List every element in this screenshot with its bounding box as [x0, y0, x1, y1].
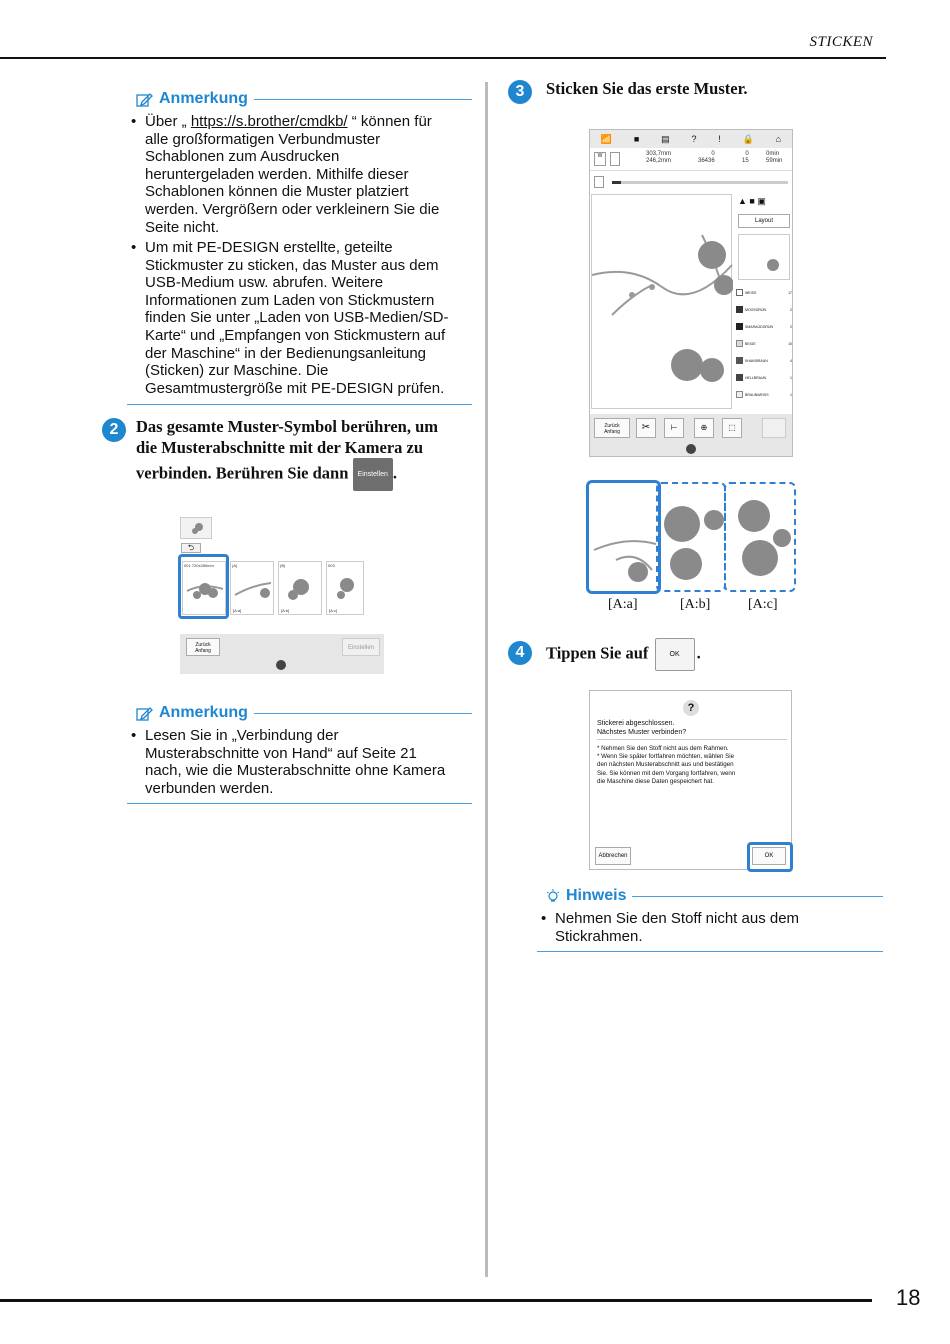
home-icon[interactable]: ⌂ — [775, 134, 782, 144]
step-3-text: Sticken Sie das erste Muster. — [546, 79, 748, 98]
step-2-text: Das gesamte Muster-Symbol berühren, um die Musterabschnitte mit der Kamera zu verbinden. Berühren Sie dann Einstellen . — [136, 416, 476, 491]
settings-icon[interactable]: ! — [718, 134, 721, 144]
thumbnail-full-pattern[interactable]: 001 720x280mm — [182, 561, 226, 615]
hint-end-rule — [537, 951, 883, 952]
section-b-outline — [656, 482, 726, 592]
scissors-icon[interactable]: ✂ — [636, 418, 656, 438]
info-bar: W 303,7mm 246,2mm 0 36436 0 15 0min 59min — [590, 149, 792, 171]
lightbulb-icon — [546, 889, 560, 904]
cancel-button[interactable]: Abbrechen — [595, 847, 631, 865]
color-list — [736, 284, 792, 403]
embroidery-screen-screenshot — [589, 129, 793, 457]
header-rule — [0, 57, 886, 59]
note-end-rule — [127, 404, 472, 405]
pencil-note-icon — [136, 92, 153, 107]
caption-a: [A:a] — [608, 597, 638, 612]
stitch-jump-icon[interactable]: ⊢ — [664, 418, 684, 438]
section-c-outline — [724, 482, 796, 592]
pattern-icon-small[interactable] — [180, 517, 212, 539]
rotate-icons[interactable]: ▲ ■ ▣ — [738, 196, 766, 206]
home-dot-icon[interactable] — [276, 660, 286, 670]
thumbnail-c[interactable]: 003 [A:c] — [326, 561, 364, 615]
running-header: STICKEN — [809, 34, 873, 50]
note-heading-2 — [136, 704, 472, 722]
zurueck-anfang-button[interactable]: Zurück Anfang — [594, 418, 630, 438]
presser-foot-icon: W — [594, 152, 606, 166]
top-icon-bar — [590, 130, 792, 148]
ok-button-icon: OK — [655, 638, 695, 671]
note-bullet-2: • Um mit PE-DESIGN erstellte, geteilte Stickmuster zu sticken, das Muster aus dem USB-Medium usw. abrufen. Weitere Informationen zum Laden von Stickmustern finden Sie unter „Laden von USB-Medien/SD- Karte“ und „Empfangen von Stickmustern auf der Maschine“ in der Bedienungsanleitung (Sticken) zur Maschine. Die Gesamtmustergröße mit PE-DESIGN prüfen. — [131, 239, 449, 397]
right-panel — [736, 194, 792, 412]
color-row[interactable]: KHAKIBRAUN 4 — [736, 352, 792, 369]
step-2-badge: 2 — [102, 418, 126, 442]
color-row[interactable]: BRAUNWEISS 1 — [736, 386, 792, 403]
hint-bullet: • Nehmen Sie den Stoff nicht aus dem Stickrahmen. — [541, 910, 800, 945]
pattern-canvas[interactable] — [591, 194, 732, 409]
color-swatch — [736, 340, 743, 347]
note-title: Anmerkung — [159, 704, 248, 721]
wifi-icon[interactable]: 📶 — [600, 133, 613, 144]
color-row[interactable]: HELLBRAUN 1 — [736, 369, 792, 386]
color-swatch — [736, 357, 743, 364]
dialog-message: Stickerei abgeschlossen. Nächstes Muster verbinden? — [597, 720, 687, 736]
note-heading — [136, 90, 472, 108]
note-bullet-1: • Über „ https://s.brother/cmdkb/ “ können für alle großformatigen Verbundmuster Schablonen zum Ausdrucken heruntergeladen werden. Mithilfe dieser Schablonen können die Muster platziert werden. Vergrößern oder verkleinern Sie die Seite nicht. — [131, 113, 440, 236]
dialog-details: * Nehmen Sie den Stoff nicht aus dem Rahmen. * Wenn Sie später fortfahren möchten, wählen Sie den nächsten Musterabschnitt aus und bestätigen Sie. Sie können mit dem Vorgang fortfahren, wenn die Maschine diese Daten gespeichert hat. — [597, 745, 736, 785]
frame-shape-icon[interactable] — [762, 418, 786, 438]
pattern-sections-illustration — [586, 480, 798, 594]
color-row[interactable]: BEIGE 10 — [736, 335, 792, 352]
einstellen-button[interactable]: Einstellen — [342, 638, 380, 656]
progress-track[interactable] — [612, 181, 788, 184]
selection-highlight — [178, 554, 229, 619]
hint-title: Hinweis — [566, 887, 627, 904]
layout-button[interactable]: Layout — [738, 214, 790, 228]
color-swatch — [736, 374, 743, 381]
note-2-bullet: • Lesen Sie in „Verbindung der Musterabschnitte von Hand“ auf Seite 21 nach, wie die Musterabschnitte ohne Kamera verbunden werden. — [131, 727, 446, 797]
back-arrow-icon[interactable]: ⮌ — [181, 543, 201, 553]
step-3-badge: 3 — [508, 80, 532, 104]
einstellen-button-icon: Einstellen — [353, 458, 393, 491]
ok-highlight — [747, 842, 793, 872]
color-row[interactable]: WEISS 17 — [736, 284, 792, 301]
trial-icon[interactable]: ⬚ — [722, 418, 742, 438]
footer-rule — [0, 1299, 872, 1302]
home-dot-icon[interactable] — [686, 444, 696, 454]
ok-button[interactable]: OK — [752, 847, 786, 865]
step-4-badge: 4 — [508, 641, 532, 665]
note-title: Anmerkung — [159, 90, 248, 107]
stitch-icon — [594, 176, 604, 188]
document-icon[interactable]: ▤ — [661, 133, 670, 144]
hint-heading — [546, 887, 883, 905]
bottom-toolbar — [590, 414, 792, 456]
color-swatch — [736, 323, 743, 330]
step-4-text: Tippen Sie auf OK . — [546, 638, 876, 671]
column-divider — [485, 82, 488, 1277]
caption-c: [A:c] — [748, 597, 778, 612]
page-number: 18 — [896, 1285, 921, 1310]
move-icon[interactable]: ⊕ — [694, 418, 714, 438]
template-link[interactable]: https://s.brother/cmdkb/ — [190, 113, 348, 130]
frame-icon — [610, 152, 620, 166]
thumbnail-b[interactable]: (B) [A:b] — [278, 561, 322, 615]
pattern-preview — [738, 234, 790, 280]
pencil-note-icon — [136, 706, 153, 721]
camera-icon[interactable]: ■ — [633, 134, 640, 144]
thumbnail-a[interactable]: (A) [A:a] — [230, 561, 274, 615]
question-icon: ? — [683, 700, 699, 716]
note-end-rule — [127, 803, 472, 804]
section-a-highlight — [586, 480, 661, 594]
color-swatch — [736, 306, 743, 313]
lock-icon[interactable]: 🔒 — [742, 133, 754, 144]
confirmation-dialog-screenshot — [589, 690, 792, 870]
pattern-select-screenshot — [180, 517, 384, 677]
color-row[interactable]: MOOSGRÜN 2 — [736, 301, 792, 318]
color-swatch — [736, 289, 743, 296]
progress-fill — [612, 181, 621, 184]
color-row[interactable]: SMARAGDGRÜN 2 — [736, 318, 792, 335]
zurueck-anfang-button[interactable]: Zurück Anfang — [186, 638, 220, 656]
bottom-toolbar — [180, 634, 384, 674]
caption-b: [A:b] — [680, 597, 711, 612]
color-swatch — [736, 391, 743, 398]
help-icon[interactable]: ? — [691, 134, 697, 144]
